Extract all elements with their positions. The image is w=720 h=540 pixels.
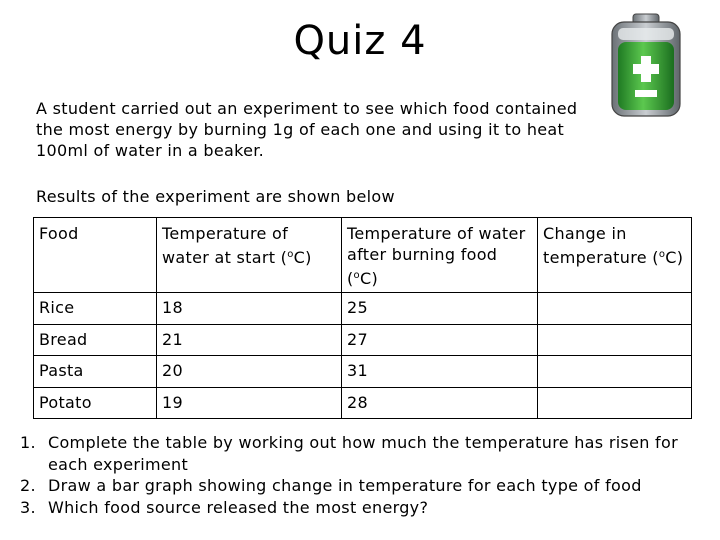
header-start-temp: Temperature of water at start ($^o$C) bbox=[157, 218, 342, 293]
cell-food: Rice bbox=[34, 293, 157, 325]
header-change-temp: Change in temperature ($^o$C) bbox=[538, 218, 692, 293]
question-item bbox=[20, 432, 710, 475]
page-title: Quiz 4 bbox=[293, 18, 427, 64]
cell-start: 20 bbox=[157, 356, 342, 388]
header-food: Food bbox=[34, 218, 157, 293]
question-text: Complete the table by working out how much the temperature has risen for each experiment bbox=[48, 433, 678, 474]
cell-food: Bread bbox=[34, 324, 157, 356]
battery-icon bbox=[606, 12, 686, 120]
results-label: Results of the experiment are shown below bbox=[36, 187, 395, 206]
question-item bbox=[20, 497, 710, 519]
question-number: 1. bbox=[20, 433, 36, 452]
cell-change[interactable] bbox=[538, 293, 692, 325]
question-item bbox=[20, 475, 710, 497]
cell-start: 19 bbox=[157, 387, 342, 419]
table-row bbox=[34, 324, 692, 356]
cell-after: 28 bbox=[342, 387, 538, 419]
table-row bbox=[34, 387, 692, 419]
header-after-temp: Temperature of water after burning food ($^o$C) bbox=[342, 218, 538, 293]
cell-start: 18 bbox=[157, 293, 342, 325]
cell-change[interactable] bbox=[538, 356, 692, 388]
cell-after: 25 bbox=[342, 293, 538, 325]
question-text: Which food source released the most energy? bbox=[48, 497, 429, 517]
results-table bbox=[33, 217, 692, 419]
table-row bbox=[34, 293, 692, 325]
cell-after: 27 bbox=[342, 324, 538, 356]
question-text: Draw a bar graph showing change in temperature for each type of food bbox=[48, 476, 642, 495]
question-number: 2. bbox=[20, 476, 36, 495]
cell-after: 31 bbox=[342, 356, 538, 388]
cell-change[interactable] bbox=[538, 324, 692, 356]
cell-food: Potato bbox=[34, 387, 157, 419]
intro-text: A student carried out an experiment to see which food contained the most energy by burning 1g of each one and using it to heat 100ml of water in a beaker. bbox=[36, 99, 578, 160]
cell-start: 21 bbox=[157, 324, 342, 356]
table-header-row bbox=[34, 218, 692, 293]
cell-food: Pasta bbox=[34, 356, 157, 388]
table-row bbox=[34, 356, 692, 388]
question-number: 3. bbox=[20, 497, 36, 517]
cell-change[interactable] bbox=[538, 387, 692, 419]
question-list bbox=[20, 432, 710, 518]
